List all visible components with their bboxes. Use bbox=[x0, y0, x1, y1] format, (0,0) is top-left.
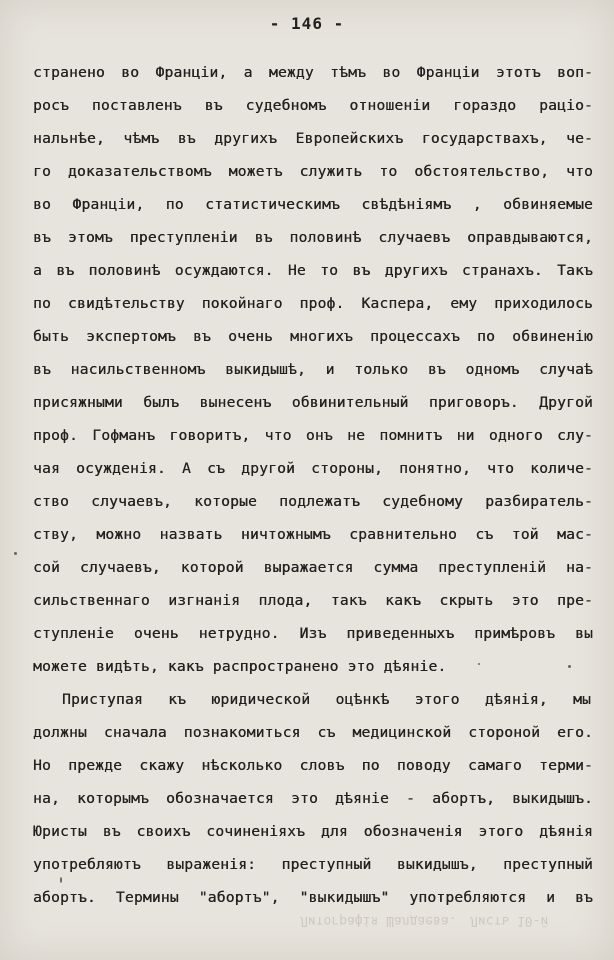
text-line: употребляютъ выраженія: преступный выкидышъ, преступный bbox=[33, 856, 593, 873]
text-line: въ насильственномъ выкидышѣ, и только въ одномъ случаѣ bbox=[33, 361, 593, 378]
ink-speck bbox=[14, 552, 17, 555]
text-line: а въ половинѣ осуждаются. Не то въ другихъ странахъ. Такъ bbox=[33, 262, 593, 279]
text-line: сой случаевъ, которой выражается сумма преступленій на- bbox=[33, 559, 593, 576]
page-number: - 146 - bbox=[269, 14, 345, 33]
text-line: нальнѣе, чѣмъ въ другихъ Европейскихъ государствахъ, че- bbox=[33, 130, 593, 147]
text-line: росъ поставленъ въ судебномъ отношеніи гораздо раціо- bbox=[33, 97, 593, 114]
text-line: проф. Гофманъ говоритъ, что онъ не помнитъ ни одного слу- bbox=[33, 427, 593, 444]
text-line: чая осужденія. А съ другой стороны, понятно, что количе- bbox=[33, 460, 593, 477]
text-line: странено во Франціи, а между тѣмъ во Франціи этотъ воп- bbox=[33, 64, 593, 81]
text-line: ство случаевъ, которые подлежатъ судебному разбиратель- bbox=[33, 493, 593, 510]
paragraph-first-line: Приступая къ юридической оцѣнкѣ этого дѣянія, мы bbox=[62, 691, 591, 708]
text-line: въ этомъ преступленіи въ половинѣ случаевъ оправдываются, bbox=[33, 229, 593, 246]
text-line: можете видѣть, какъ распространено это дѣяніе. bbox=[33, 658, 447, 675]
text-line: ству, можно назвать ничтожнымъ сравнительно съ той мас- bbox=[33, 526, 593, 543]
bleed-through-text bbox=[0, 902, 614, 932]
ink-speck bbox=[478, 663, 480, 665]
text-line: присяжными былъ вынесенъ обвинительный приговоръ. Другой bbox=[33, 394, 593, 411]
text-line: должны сначала познакомиться съ медицинской стороной его. bbox=[33, 724, 593, 741]
text-line: во Франціи, по статистическимъ свѣдѣніямъ , обвиняемые bbox=[33, 196, 593, 213]
text-line: по свидѣтельству покойнаго проф. Каспера, ему приходилось bbox=[33, 295, 593, 312]
bleed-through-left: Литографія Шалдаева. bbox=[300, 913, 457, 928]
ink-speck bbox=[60, 877, 62, 883]
ink-speck bbox=[568, 665, 571, 668]
text-line: го доказательствомъ можетъ служить то обстоятельство, что bbox=[33, 163, 593, 180]
text-line: на, которымъ обозначается это дѣяніе - абортъ, выкидышъ. bbox=[33, 790, 593, 807]
text-line: ступленіе очень нетрудно. Изъ приведенныхъ примѣровъ вы bbox=[33, 625, 593, 642]
bleed-through-right: Листъ 10-й bbox=[470, 913, 549, 928]
text-line: быть экспертомъ въ очень многихъ процессахъ по обвиненію bbox=[33, 328, 593, 345]
text-line: Но прежде скажу нѣсколько словъ по поводу самаго терми- bbox=[33, 757, 593, 774]
text-line: Юристы въ своихъ сочиненіяхъ для обозначенія этого дѣянія bbox=[33, 823, 593, 840]
text-line: сильственнаго изгнанія плода, такъ какъ скрыть это пре- bbox=[33, 592, 593, 609]
text-line: абортъ. Термины "абортъ", "выкидышъ" употребляются и въ bbox=[33, 889, 593, 906]
